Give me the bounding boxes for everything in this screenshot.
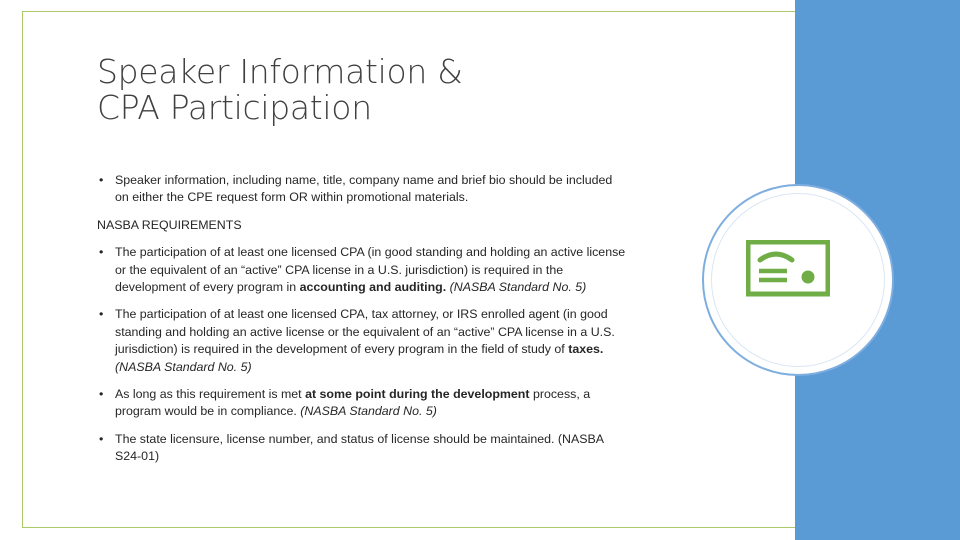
title-line-1: Speaker Information & [97,52,463,91]
bullet-dot: • [99,431,104,446]
bullet-bold: accounting and auditing. [299,280,447,295]
bullet-bold: at some point during the development [305,387,530,402]
nasba-heading: NASBA REQUIREMENTS [97,217,242,232]
bullet-taxes [97,306,627,376]
bullet-compliance [97,386,627,421]
bullet-text: The state licensure, license number, and status of license should be maintained. (NASBA S24-01) [115,431,604,464]
bullet-text-2: process, a program would be in compliance. [115,387,591,419]
bullet-accounting [97,244,627,296]
bullet-dot: • [99,245,104,260]
bullet-text: The participation of at least one licensed CPA (in good standing and holding an active license or the equivalent of an “active” CPA license in a U.S. jurisdiction) is required in the development of every program in [115,245,626,295]
bullet-bold: taxes. [568,342,604,357]
title-line-2: CPA Participation [97,88,372,127]
bullet-ref: (NASBA Standard No. 5) [296,404,437,419]
bullet-dot: • [99,307,104,322]
bullet-dot: • [99,173,104,187]
content-body [97,172,627,476]
bullet-text: Speaker information, including name, title, company name and brief bio should be included on either the CPE request form OR within promotional materials. [115,173,613,205]
bullet-speaker-info [97,172,627,207]
bullet-ref: (NASBA Standard No. 5) [115,359,252,374]
bullet-dot: • [99,387,104,402]
bullet-ref: (NASBA Standard No. 5) [446,280,587,295]
bullet-licensure [97,431,627,466]
page-title [97,54,657,126]
certificate-icon [746,240,830,300]
bullet-text: As long as this requirement is met [115,387,306,402]
bullet-text: The participation of at least one licensed CPA, tax attorney, or IRS enrolled agent (in good standing and holding an active license or the equivalent of an “active” CPA license in a U.S. jurisdiction) is required in the development of every program in the field of study of [115,307,615,357]
